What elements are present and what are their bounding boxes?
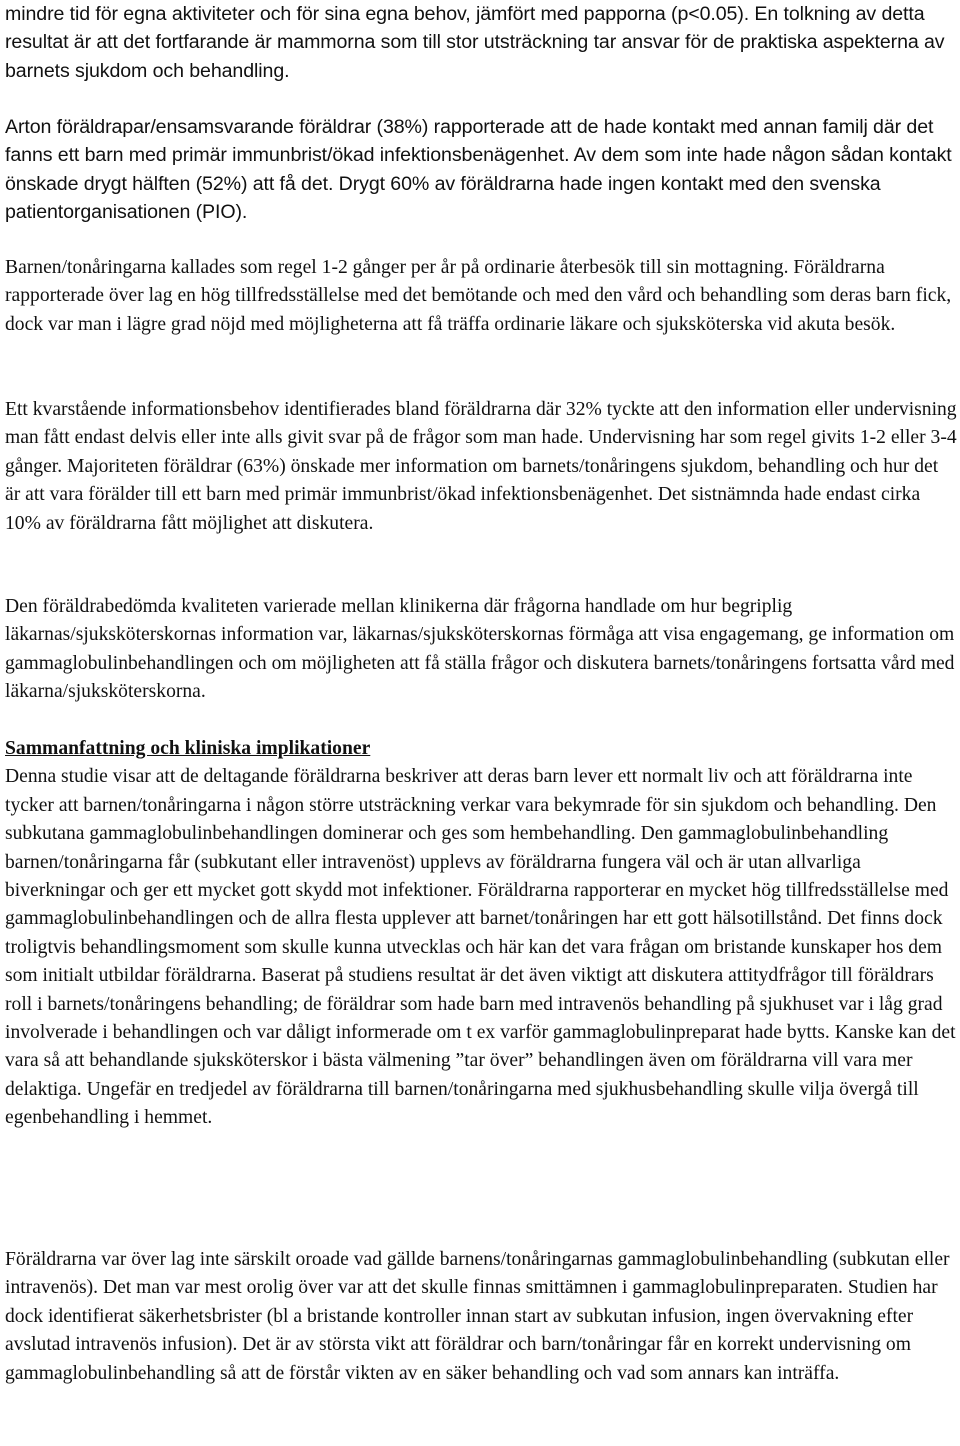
summary-section	[5, 735, 957, 1133]
paragraph-quality-assessment: Den föräldrabedömda kvaliteten varierade mellan klinikerna där frågorna handlade om hur begriplig läkarnas/sjuksköterskornas information var, läkarnas/sjuksköterskornas förmåga att visa engagemang, ge information om gammaglobulinbehandlingen och om möjligheten att få ställa frågor och diskutera barnets/tonåringens fortsatta vård med läkarna/sjuksköterskorna.	[5, 596, 955, 703]
section-heading: Sammanfattning och kliniska implikationer	[5, 738, 371, 759]
paragraph-results-mothers: mindre tid för egna aktiviteter och för sina egna behov, jämfört med papporna (p<0.05). En tolkning av detta resultat är att det fortfarande är mammorna som till stor utsträckning tar ansvar för de praktiska aspekterna av barnets sjukdom och behandling.	[5, 3, 945, 82]
summary-paragraph: Denna studie visar att de deltagande föräldrarna beskriver att deras barn lever ett normalt liv och att föräldrarna inte tycker att barnen/tonåringarna i någon större utsträckning verkar vara bekymrade för sin sjukdom och behandling. Den subkutana gammaglobulinbehandlingen dominerar och ges som hembehandling. Den gammaglobulinbehandling barnen/tonåringarna får (subkutant eller intravenöst) upplevs av föräldrarna fungera väl och är utan allvarliga biverkningar och ger ett mycket gott skydd mot infektioner. Föräldrarna rapporterar en mycket hög tillfredsställelse med gammaglobulinbehandlingen och de allra flesta upplever att barnet/tonåringen har ett gott hälsotillstånd. Det finns dock troligtvis behandlingsmoment som skulle kunna utvecklas och här kan det vara frågan om bristande kunskaper hos dem som initialt utbildar föräldrarna. Baserat på studiens resultat är det även viktigt att diskutera attitydfrågor till föräldrars roll i barnets/tonåringens behandling; de föräldrar som hade barn med intravenös behandling på sjukhuset var i låg grad involverade i behandlingen och var dåligt informerade om t ex varför gammaglobulinpreparat hade bytts. Kanske kan det vara så att behandlande sjuksköterskor i bästa välmening ”tar över” behandlingen även om föräldrarna vill vara mer delaktiga. Ungefär en tredjedel av föräldrarna till barnen/tonåringarna med sjukhusbehandling skulle vilja övergå till egenbehandling i hemmet.	[5, 766, 956, 1129]
paragraph-safety-concerns: Föräldrarna var över lag inte särskilt oroade vad gällde barnens/tonåringarnas gammaglobulinbehandling (subkutan eller intravenös). Det man var mest orolig över var att det skulle finnas smittämnen i gammaglobulinpreparaten. Studien har dock identifierat säkerhetsbrister (bl a bristande kontroller innan start av subkutan infusion, ingen övervakning efter avslutad intravenös infusion). Det är av största vikt att föräldrar och barn/tonåringar får en korrekt undervisning om gammaglobulinbehandling så att de förstår vikten av en säker behandling och vad som annars kan inträffa.	[5, 1249, 950, 1384]
paragraph-family-contact: Arton föräldrapar/ensamsvarande föräldrar (38%) rapporterade att de hade kontakt med annan familj där det fanns ett barn med primär immunbrist/ökad infektionsbenägenhet. Av dem som inte hade någon sådan kontakt önskade drygt hälften (52%) att få det. Drygt 60% av föräldrarna hade ingen kontakt med den svenska patientorganisationen (PIO).	[5, 116, 952, 224]
paragraph-information-needs: Ett kvarstående informationsbehov identifierades bland föräldrarna där 32% tyckte att den information eller undervisning man fått endast delvis eller inte alls givit svar på de frågor som man hade. Undervisning har som regel givits 1-2 eller 3-4 gånger. Majoriteten föräldrar (63%) önskade mer information om barnets/tonåringens sjukdom, behandling och hur det är att vara förälder till ett barn med primär immunbrist/ökad infektionsbenägenhet. Det sistnämnda hade endast cirka 10% av föräldrarna fått möjlighet att diskutera.	[5, 399, 957, 534]
paragraph-visits-satisfaction: Barnen/tonåringarna kallades som regel 1-2 gånger per år på ordinarie återbesök till sin mottagning. Föräldrarna rapporterade över lag en hög tillfredsställelse med det bemötande och med den vård och behandling som deras barn fick, dock var man i lägre grad nöjd med möjligheterna att få träffa ordinarie läkare och sjuksköterska vid akuta besök.	[5, 257, 952, 335]
